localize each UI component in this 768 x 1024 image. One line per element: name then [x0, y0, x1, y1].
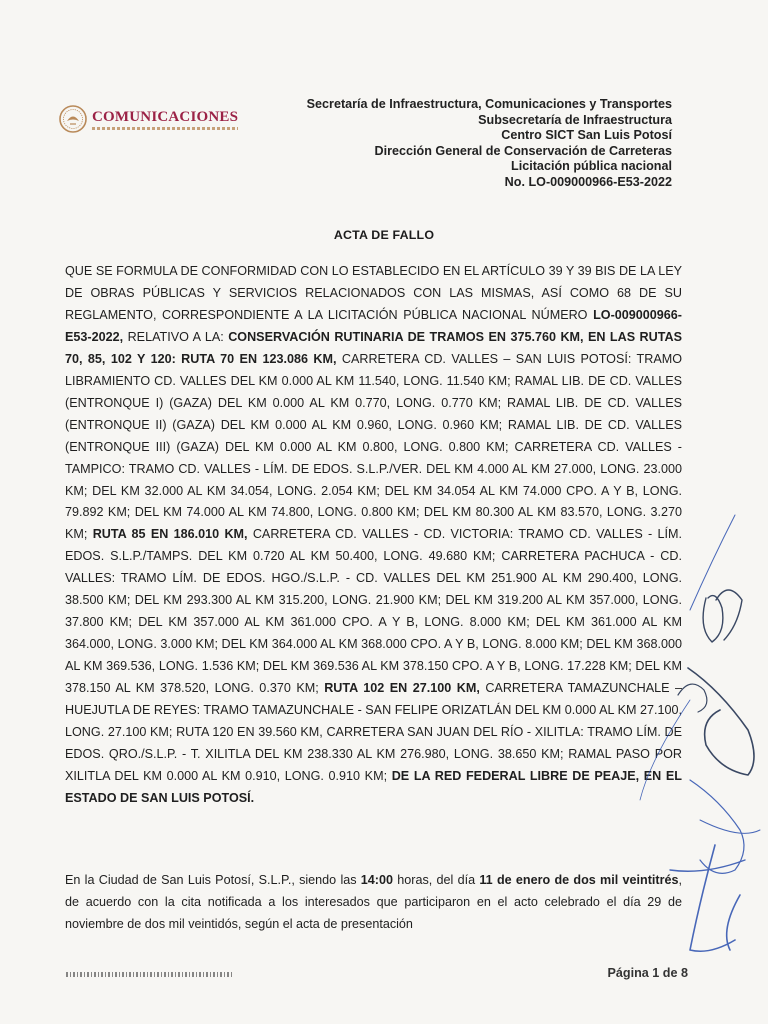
body-segment-bold: DE LA RED FEDERAL LIBRE DE PEAJE, EN EL ESTADO DE SAN LUIS POTOSÍ. [65, 768, 682, 805]
sict-logo [58, 104, 238, 134]
body-segment: CARRETERA TAMAZUNCHALE – HUEJUTLA DE REYES: TRAMO TAMAZUNCHALE - SAN FELIPE ORIZATLÁN DEL KM 0.000 AL KM 27.100, LONG. 27.100 KM; RUTA 120 EN 39.560 KM, CARRETERA SAN JUAN DEL RÍO - XILITLA: TRAMO LÍM. DE EDOS. QRO./S.L.P. - T. XILITLA DEL KM 238.330 AL KM 276.980, LONG. 38.650 KM; RAMAL PASO POR XILITLA DEL KM 0.000 AL KM 0.910, LONG. 0.910 KM; [65, 681, 682, 783]
para-segment-bold: 11 de enero de dos mil veintitrés [479, 873, 679, 887]
header-line: Secretaría de Infraestructura, Comunicaciones y Transportes [306, 97, 672, 111]
header-line: Centro SICT San Luis Potosí [501, 128, 672, 143]
page-number: Página 1 de 8 [607, 966, 688, 980]
para-segment-bold: 14:00 [360, 873, 394, 887]
para-segment: horas, del día [393, 873, 480, 887]
body-segment: RELATIVO A LA: [123, 329, 229, 344]
document-header [307, 97, 672, 191]
body-segment-bold: CONSERVACIÓN RUTINARIA DE TRAMOS EN 375.760 KM, EN LAS RUTAS 70, 85, 102 Y 120: RUTA 70 EN 123.086 KM, [65, 329, 682, 366]
document-body [65, 261, 682, 810]
body-segment-bold: RUTA 85 EN 186.010 KM, [92, 527, 248, 542]
body-segment: CARRETERA CD. VALLES – SAN LUIS POTOSÍ: TRAMO LIBRAMIENTO CD. VALLES DEL KM 0.000 AL KM 11.540, LONG. 11.540 KM; RAMAL LIB. DE CD. VALLES (ENTRONQUE I) (GAZA) DEL KM 0.000 AL KM 0.770, LONG. 0.770 KM; RAMAL LIB. DE CD. VALLES (ENTRONQUE II) (GAZA) DEL KM 0.000 AL KM 0.960, LONG. 0.960 KM; RAMAL LIB. DE CD. VALLES (ENTRONQUE III) (GAZA) DEL KM 0.000 AL KM 0.800, LONG. 0.800 KM; CARRETERA CD. VALLES - TAMPICO: TRAMO CD. VALLES - LÍM. DE EDOS. S.L.P./VER. DEL KM 4.000 AL KM 27.000, LONG. 23.000 KM; DEL KM 32.000 AL KM 34.054, LONG. 2.054 KM; DEL KM 34.054 AL KM 74.000 CPO. A Y B, LONG. 79.892 KM; DEL KM 74.000 AL KM 74.800, LONG. 0.800 KM; DEL KM 80.300 AL KM 83.570, LONG. 3.270 KM; [65, 351, 683, 542]
logo-subtitle [92, 127, 238, 130]
header-line: Dirección General de Conservación de Carreteras [374, 143, 672, 158]
para-segment: , de acuerdo con la cita notificada a los interesados que participaron en el acto celebrado el día 29 de noviembre de dos mil veintidós, según el acta de presentación [65, 873, 683, 931]
footer-barcode [66, 972, 234, 977]
body-segment-bold: RUTA 102 EN 27.100 KM, [324, 681, 480, 696]
header-line: No. LO-009000966-E53-2022 [504, 174, 672, 189]
header-line: Subsecretaría de Infraestructura [478, 112, 672, 127]
header-line: Licitación pública nacional [511, 159, 672, 174]
body-segment: CARRETERA CD. VALLES - CD. VICTORIA: TRAMO CD. VALLES - LÍM. EDOS. S.L.P./TAMPS. DEL KM 0.720 AL KM 50.400, LONG. 49.680 KM; CARRETERA PACHUCA - CD. VALLES: TRAMO LÍM. DE EDOS. HGO./S.L.P. - CD. VALLES DEL KM 251.900 AL KM 290.400, LONG. 38.500 KM; DEL KM 293.300 AL KM 315.200, LONG. 21.900 KM; DEL KM 319.200 AL KM 357.000, LONG. 37.800 KM; DEL KM 357.000 AL KM 361.000 CPO. A Y B, LONG. 8.000 KM; DEL KM 361.000 AL KM 364.000, LONG. 3.000 KM; DEL KM 364.000 AL KM 368.000 CPO. A Y B, LONG. 8.000 KM; DEL KM 368.000 AL KM 369.536, LONG. 1.536 KM; DEL KM 369.536 AL KM 378.150 CPO. A Y B, LONG. 17.228 KM; DEL KM 378.150 AL KM 378.520, LONG. 0.370 KM; [65, 527, 683, 696]
body-segment: QUE SE FORMULA DE CONFORMIDAD CON LO ESTABLECIDO EN EL ARTÍCULO 39 Y 39 BIS DE LA LEY DE OBRAS PÚBLICAS Y SERVICIOS RELACIONADOS CON LAS MISMAS, ASÍ COMO 68 DE SU REGLAMENTO, CORRESPONDIENTE A LA LICITACIÓN PÚBLICA NACIONAL NÚMERO [65, 264, 682, 322]
body-segment-bold: LO-009000966-E53-2022, [65, 307, 682, 344]
eagle-seal-icon [58, 104, 88, 134]
document-paragraph [65, 870, 682, 936]
logo-name: COMUNICACIONES [92, 108, 239, 125]
document-title: ACTA DE FALLO [333, 228, 435, 242]
para-segment: En la Ciudad de San Luis Potosí, S.L.P., siendo las [65, 873, 361, 887]
